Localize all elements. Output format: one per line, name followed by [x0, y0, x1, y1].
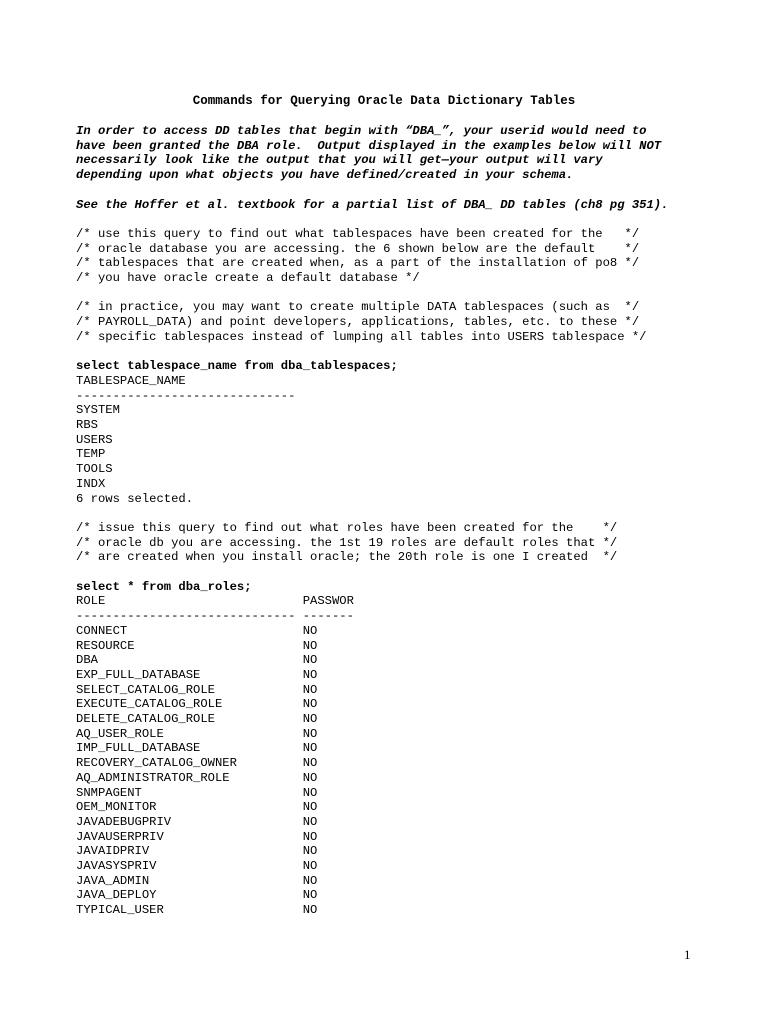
result-divider: ------------------------------ — [76, 388, 296, 403]
comment-line: /* issue this query to find out what roles have been created for the */ — [76, 520, 618, 535]
result-row: JAVASYSPRIV NO — [76, 859, 318, 874]
result-row: TYPICAL_USER NO — [76, 903, 318, 918]
intro-line: In order to access DD tables that begin with “DBA_”, your userid would need to — [76, 124, 647, 138]
sql-statement: select * from dba_roles; — [76, 579, 252, 594]
result-row: SYSTEM — [76, 403, 120, 418]
spacer — [76, 286, 716, 301]
comment-line: /* specific tablespaces instead of lumping all tables into USERS tablespace */ — [76, 329, 647, 344]
tablespace-rows — [76, 403, 716, 491]
result-row: SNMPAGENT NO — [76, 785, 318, 800]
result-divider: ------------------------------ ------- — [76, 609, 354, 624]
roles-query — [76, 580, 716, 918]
intro-line: have been granted the DBA role. Output displayed in the examples below will NOT — [76, 138, 662, 153]
comment-line: /* in practice, you may want to create multiple DATA tablespaces (such as */ — [76, 300, 640, 315]
result-row: RESOURCE NO — [76, 638, 318, 653]
spacer — [76, 183, 716, 198]
result-header: ROLE PASSWOR — [76, 594, 354, 609]
document-title: Commands for Querying Oracle Data Dictionary Tables — [192, 94, 576, 108]
result-row: DELETE_CATALOG_ROLE NO — [76, 712, 318, 727]
result-row: DBA NO — [76, 653, 318, 668]
result-row: EXP_FULL_DATABASE NO — [76, 667, 318, 682]
roles-comment-block — [76, 521, 716, 565]
intro-line: depending upon what objects you have defined/created in your schema. — [76, 168, 574, 183]
result-row: IMP_FULL_DATABASE NO — [76, 741, 318, 756]
result-row: OEM_MONITOR NO — [76, 800, 318, 815]
result-row: EXECUTE_CATALOG_ROLE NO — [76, 697, 318, 712]
result-row: JAVADEBUGPRIV NO — [76, 814, 318, 829]
comment-line: /* you have oracle create a default database */ — [76, 271, 420, 285]
document-body — [76, 124, 716, 918]
result-row: JAVA_ADMIN NO — [76, 873, 318, 888]
page-number: 1 — [684, 947, 691, 962]
spacer — [76, 565, 716, 580]
comment-line: /* use this query to find out what tablespaces have been created for the */ — [76, 226, 640, 241]
result-row: INDX — [76, 476, 106, 491]
textbook-reference: See the Hoffer et al. textbook for a partial list of DBA_ DD tables (ch8 pg 351). — [76, 197, 669, 212]
comment-line: /* oracle database you are accessing. the 6 shown below are the default */ — [76, 241, 640, 256]
comment-line: /* oracle db you are accessing. the 1st 19 roles are default roles that */ — [76, 535, 618, 550]
intro-line: necessarily look like the output that you will get—your output will vary — [76, 153, 603, 168]
result-row: AQ_ADMINISTRATOR_ROLE NO — [76, 770, 318, 785]
result-row: JAVAIDPRIV NO — [76, 844, 318, 859]
comment-line: /* are created when you install oracle; the 20th role is one I created */ — [76, 550, 618, 565]
result-row: TOOLS — [76, 462, 113, 477]
intro-paragraph — [76, 124, 716, 183]
result-row: SELECT_CATALOG_ROLE NO — [76, 682, 318, 697]
result-row: AQ_USER_ROLE NO — [76, 726, 318, 741]
spacer — [76, 212, 716, 227]
comment-line: /* PAYROLL_DATA) and point developers, applications, tables, etc. to these */ — [76, 315, 640, 330]
result-row: RECOVERY_CATALOG_OWNER NO — [76, 756, 318, 771]
practice-comment-block — [76, 300, 716, 344]
tablespace-comment-block — [76, 227, 716, 286]
result-row: TEMP — [76, 447, 106, 462]
tablespace-query — [76, 359, 716, 506]
comment-line: /* tablespaces that are created when, as a part of the installation of po8 */ — [76, 256, 640, 271]
rows-selected-footer: 6 rows selected. — [76, 491, 194, 506]
result-row: JAVA_DEPLOY NO — [76, 888, 318, 903]
result-row: CONNECT NO — [76, 623, 318, 638]
result-header: TABLESPACE_NAME — [76, 373, 186, 388]
roles-rows — [76, 624, 716, 918]
spacer — [76, 506, 716, 521]
result-row: RBS — [76, 418, 98, 432]
result-row: JAVAUSERPRIV NO — [76, 829, 318, 844]
result-row: USERS — [76, 432, 113, 447]
sql-statement: select tablespace_name from dba_tablespaces; — [76, 359, 398, 374]
spacer — [76, 345, 716, 360]
